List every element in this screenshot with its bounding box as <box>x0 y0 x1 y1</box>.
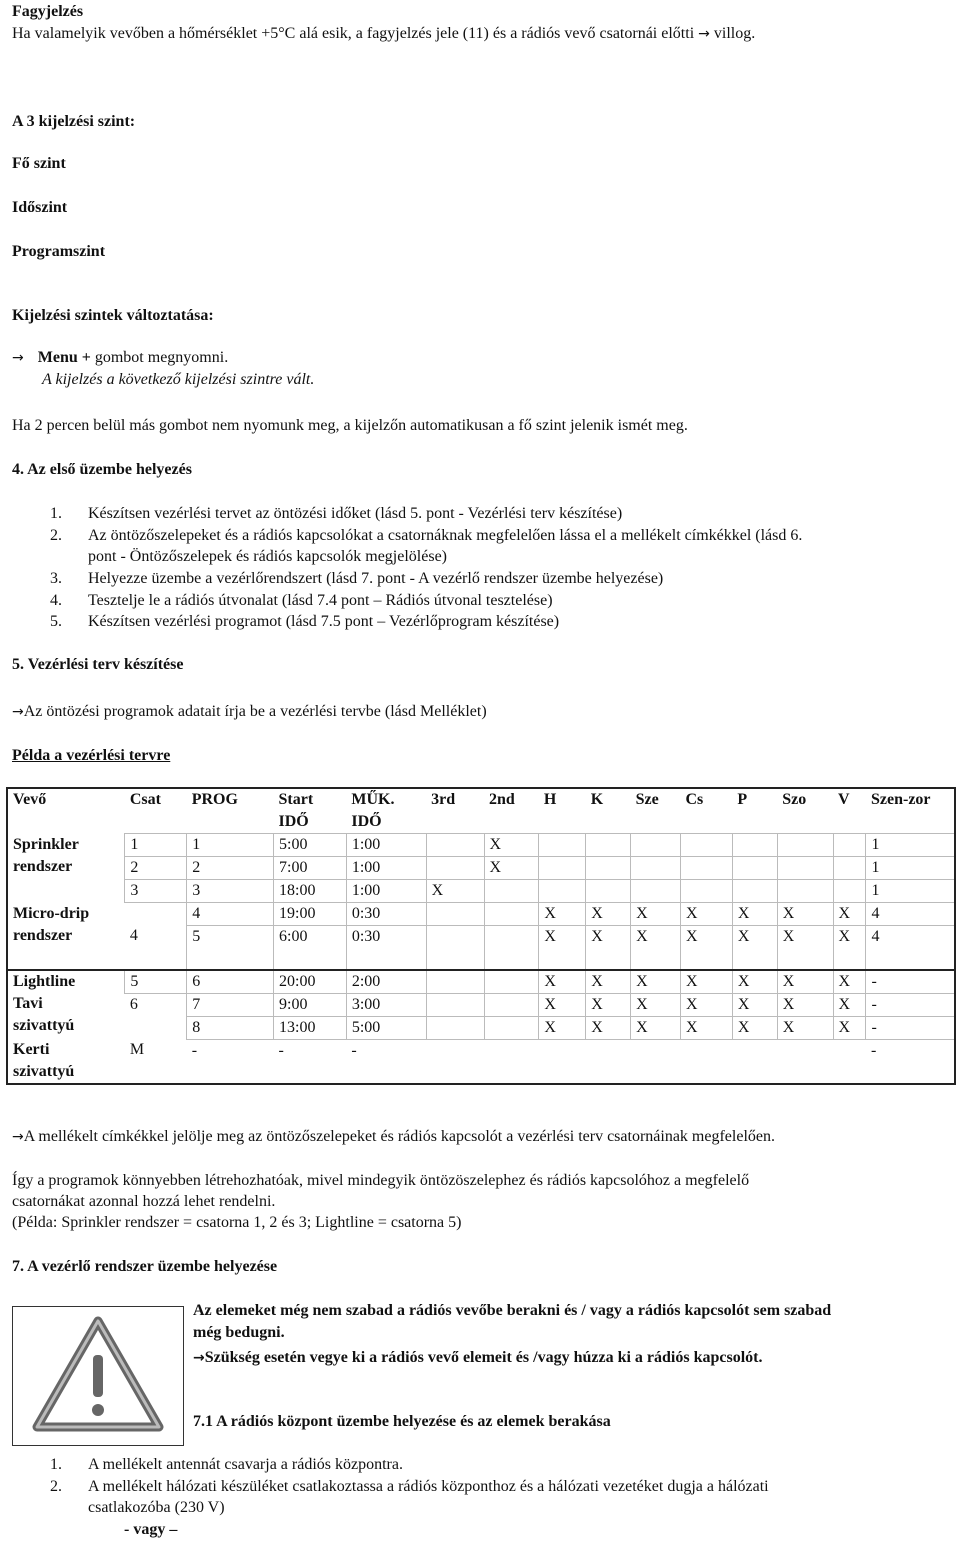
receiver-cell <box>7 1039 125 1084</box>
day-cell <box>833 857 866 880</box>
level-program: Programszint <box>12 243 106 260</box>
section4-heading: 4. Az első üzembe helyezés <box>12 461 192 478</box>
program-cell: 2 <box>187 857 274 880</box>
sensor-cell: - <box>866 970 955 994</box>
day-cell <box>539 834 586 857</box>
receiver-name: szivattyú <box>13 1017 75 1034</box>
section5-heading: 5. Vezérlési terv készítése <box>12 656 184 673</box>
header-start-line2: IDŐ <box>278 813 309 830</box>
step-number: 2. <box>50 1478 62 1495</box>
day-cell: X <box>586 993 631 1016</box>
day-cell: X <box>777 926 833 970</box>
header-cell: Sze <box>635 791 659 808</box>
warning-line: még bedugni. <box>193 1324 285 1341</box>
day-cell <box>586 834 631 857</box>
day-cell: X <box>631 970 681 994</box>
day-cell: X <box>732 993 777 1016</box>
install-step <box>50 1455 403 1475</box>
program-cell: 8 <box>187 1016 274 1039</box>
day-cell <box>631 834 681 857</box>
header-cell: Cs <box>685 791 704 808</box>
second-cell <box>484 993 539 1016</box>
item-number: 2. <box>50 527 62 544</box>
receiver-name: Tavi <box>13 995 43 1012</box>
day-cell: X <box>539 1016 586 1039</box>
start-cell: 5:00 <box>274 834 347 857</box>
sensor-cell: 1 <box>866 880 955 903</box>
sensor-cell: - <box>866 1016 955 1039</box>
receiver-cell <box>7 903 125 970</box>
table-header-row <box>7 788 955 834</box>
start-cell: 13:00 <box>274 1016 347 1039</box>
header-duration-line2: IDŐ <box>351 813 382 830</box>
day-cell <box>539 1039 586 1084</box>
section7-heading: 7. A vezérlő rendszer üzembe helyezése <box>12 1258 278 1275</box>
sensor-cell: - <box>870 1041 877 1059</box>
duration-cell: 0:30 <box>346 926 426 970</box>
program-cell: 1 <box>187 834 274 857</box>
second-cell: X <box>484 857 539 880</box>
second-cell <box>484 1016 539 1039</box>
day-cell: X <box>680 993 732 1016</box>
day-cell: X <box>631 993 681 1016</box>
header-cell: K <box>590 791 604 808</box>
day-cell: X <box>680 926 732 970</box>
receiver-cell <box>7 993 125 1039</box>
third-cell <box>426 834 484 857</box>
header-cell: Szo <box>782 791 807 808</box>
duration-cell: 1:00 <box>346 834 426 857</box>
program-cell: 7 <box>187 993 274 1016</box>
day-cell: X <box>539 993 586 1016</box>
duration-cell: 1:00 <box>346 857 426 880</box>
day-cell: X <box>732 903 777 926</box>
day-cell: X <box>586 1016 631 1039</box>
label-note-text: A mellékelt címkékkel jelölje meg az öntözőszelepeket és rádiós kapcsolót a vezérlési terv csatornáinak megfelelően. <box>23 1128 775 1145</box>
item-text: Készítsen vezérlési tervet az öntözési időket (lásd 5. pont - Vezérlési terv készítése) <box>88 505 623 522</box>
table-row <box>7 834 955 857</box>
levels-step-result: A kijelzés a következő kijelzési szintre vált. <box>42 371 315 388</box>
duration-cell: 1:00 <box>346 880 426 903</box>
day-cell: X <box>539 926 586 970</box>
step-text: A mellékelt antennát csavarja a rádiós központra. <box>88 1456 403 1473</box>
install-step-cont: csatlakozóba (230 V) <box>88 1499 225 1516</box>
sensor-cell: 1 <box>866 857 955 880</box>
third-cell <box>426 1039 484 1084</box>
day-cell <box>833 1039 866 1084</box>
channel-cell: 4 <box>125 903 187 970</box>
second-cell <box>484 903 539 926</box>
header-cell: V <box>838 791 850 808</box>
item-number: 1. <box>50 505 62 522</box>
day-cell: X <box>680 903 732 926</box>
day-cell <box>777 834 833 857</box>
day-cell: X <box>539 970 586 994</box>
receiver-name: rendszer <box>13 857 73 875</box>
duration-cell: - <box>351 1041 357 1059</box>
section4-item <box>50 591 553 611</box>
day-cell: X <box>631 926 681 970</box>
receiver-name: rendszer <box>13 926 73 944</box>
second-cell <box>484 880 539 903</box>
example-heading: Példa a vezérlési tervre <box>12 747 171 764</box>
header-cell: 3rd <box>431 791 456 808</box>
day-cell <box>631 1039 681 1084</box>
levels-heading: A 3 kijelzési szint: <box>12 113 136 130</box>
frost-text <box>12 24 755 44</box>
day-cell: X <box>586 926 631 970</box>
day-cell <box>777 880 833 903</box>
levels-step <box>12 348 228 368</box>
level-main: Fő szint <box>12 155 66 172</box>
receiver-cell <box>7 834 125 903</box>
levels-step-rest: gombot megnyomni. <box>90 349 229 366</box>
sensor-cell: 4 <box>866 926 955 970</box>
item-text: Helyezze üzembe a vezérlőrendszert (lásd 7. pont - A vezérlő rendszer üzembe helyezése) <box>88 570 664 587</box>
install-step <box>50 1477 769 1497</box>
header-cell <box>346 788 426 834</box>
item-number: 3. <box>50 570 62 587</box>
day-cell <box>539 857 586 880</box>
day-cell: X <box>732 926 777 970</box>
day-cell <box>732 834 777 857</box>
day-cell <box>539 880 586 903</box>
day-cell: X <box>586 970 631 994</box>
day-cell <box>680 834 732 857</box>
day-cell <box>586 857 631 880</box>
sensor-cell: 4 <box>866 903 955 926</box>
paragraph-line: Így a programok könnyebben létrehozhatóak, mivel mindegyik öntözöszelephez és rádiós kapcsolóhoz a megfelelő <box>12 1172 750 1189</box>
channel-cell: 3 <box>125 880 187 903</box>
day-cell <box>631 857 681 880</box>
day-cell: X <box>631 1016 681 1039</box>
header-cell: P <box>737 791 748 808</box>
start-cell: 9:00 <box>274 993 347 1016</box>
frost-text-after: villog. <box>713 25 756 42</box>
header-cell: PROG <box>191 791 238 808</box>
day-cell <box>833 880 866 903</box>
receiver-name: Kerti <box>13 1041 50 1058</box>
second-cell <box>484 1039 539 1084</box>
day-cell: X <box>732 1016 777 1039</box>
menu-plus-label: Menu + <box>37 349 91 366</box>
start-cell: 7:00 <box>274 857 347 880</box>
third-cell <box>426 903 484 926</box>
day-cell: X <box>631 903 681 926</box>
duration-cell: 0:30 <box>346 903 426 926</box>
table-row <box>7 1039 955 1084</box>
header-duration: MŰK. <box>351 791 395 808</box>
third-cell: X <box>426 880 484 903</box>
day-cell: X <box>539 903 586 926</box>
header-cell: Csat <box>129 791 161 808</box>
subsection-heading: 7.1 A rádiós központ üzembe helyezése és az elemek berakása <box>193 1413 611 1430</box>
day-cell: X <box>777 1016 833 1039</box>
second-cell <box>484 926 539 970</box>
sensor-cell: 1 <box>866 834 955 857</box>
day-cell <box>680 880 732 903</box>
program-cell: 5 <box>187 926 274 970</box>
day-cell: X <box>833 993 866 1016</box>
header-cell: H <box>543 791 557 808</box>
header-start: Start <box>278 791 314 808</box>
section4-item <box>50 612 559 632</box>
day-cell: X <box>777 970 833 994</box>
program-cell: 6 <box>187 970 274 994</box>
program-cell: - <box>191 1041 198 1059</box>
day-cell: X <box>833 1016 866 1039</box>
receiver-cell: Lightline <box>13 972 76 990</box>
paragraph-line: csatornákat azonnal hozzá lehet rendelni. <box>12 1193 276 1210</box>
warning-action <box>193 1348 762 1368</box>
channel-cell: M <box>129 1041 145 1058</box>
second-cell <box>484 970 539 994</box>
day-cell: X <box>586 903 631 926</box>
start-cell: 6:00 <box>274 926 347 970</box>
day-cell <box>732 880 777 903</box>
day-cell <box>631 880 681 903</box>
third-cell <box>426 993 484 1016</box>
day-cell: X <box>680 1016 732 1039</box>
item-text: Tesztelje le a rádiós útvonalat (lásd 7.4 pont – Rádiós útvonal tesztelése) <box>88 592 553 609</box>
day-cell: X <box>777 903 833 926</box>
channel-cell: 1 <box>125 834 187 857</box>
arrow-right-icon: → <box>698 26 710 42</box>
step-text: A mellékelt hálózati készüléket csatlakoztassa a rádiós központhoz és a hálózati vezetéket dugja a hálózati <box>88 1478 769 1495</box>
day-cell: X <box>833 926 866 970</box>
third-cell <box>426 1016 484 1039</box>
frost-text-before: Ha valamelyik vevőben a hőmérséklet +5°C alá esik, a fagyjelzés jele (11) és a rádiós vevő csatornái előtti <box>12 25 699 42</box>
channel-cell: 5 <box>125 970 187 994</box>
section5-instruction <box>12 702 487 722</box>
arrow-right-icon: → <box>12 1129 24 1145</box>
frost-heading: Fagyjelzés <box>12 3 84 20</box>
table-row <box>7 993 955 1016</box>
channel-cell: 6 <box>129 995 138 1013</box>
third-cell <box>426 970 484 994</box>
receiver-name: Sprinkler <box>13 835 79 853</box>
day-cell <box>777 1039 833 1084</box>
warning-triangle-icon <box>13 1307 183 1445</box>
table-row <box>7 970 955 994</box>
step-number: 1. <box>50 1456 62 1473</box>
control-plan-table <box>6 787 956 1085</box>
label-note <box>12 1127 775 1147</box>
day-cell: X <box>732 970 777 994</box>
section5-instruction-text: Az öntözési programok adatait írja be a vezérlési tervbe (lásd Melléklet) <box>23 703 487 720</box>
table-row <box>7 857 955 880</box>
levels-timeout-note: Ha 2 percen belül más gombot nem nyomunk meg, a kijelzőn automatikusan a fő szint jelenik ismét meg. <box>12 417 688 434</box>
day-cell <box>586 880 631 903</box>
table-row <box>7 903 955 926</box>
item-text: Készítsen vezérlési programot (lásd 7.5 pont – Vezérlőprogram készítése) <box>88 613 560 630</box>
duration-cell: 5:00 <box>346 1016 426 1039</box>
start-cell: 18:00 <box>274 880 347 903</box>
day-cell <box>732 1039 777 1084</box>
channel-example: (Példa: Sprinkler rendszer = csatorna 1, 2 és 3; Lightline = csatorna 5) <box>12 1214 462 1231</box>
program-cell: 4 <box>187 903 274 926</box>
section4-item-cont: pont - Öntözőszelepek és rádiós kapcsolók megjelölése) <box>88 548 447 565</box>
day-cell: X <box>680 970 732 994</box>
header-cell: 2nd <box>489 791 515 808</box>
duration-cell: 2:00 <box>346 970 426 994</box>
start-cell: 20:00 <box>274 970 347 994</box>
warning-icon-box <box>12 1306 184 1446</box>
or-label: - vagy – <box>124 1521 178 1538</box>
section4-item <box>50 526 802 546</box>
table-row <box>7 880 955 903</box>
day-cell <box>732 857 777 880</box>
item-number: 4. <box>50 592 62 609</box>
warning-action-text: Szükség esetén vegye ki a rádiós vevő elemeit és /vagy húzza ki a rádiós kapcsolót. <box>204 1349 763 1366</box>
start-cell: 19:00 <box>274 903 347 926</box>
third-cell <box>426 926 484 970</box>
day-cell <box>680 1039 732 1084</box>
warning-line: Az elemeket még nem szabad a rádiós vevőbe berakni és / vagy a rádiós kapcsolót sem szabad <box>193 1302 832 1319</box>
arrow-right-icon: → <box>12 704 24 720</box>
header-cell: Szen-zor <box>870 791 931 808</box>
start-cell: - <box>278 1041 284 1059</box>
arrow-right-icon: → <box>12 350 24 366</box>
receiver-name: szivattyú <box>13 1063 75 1080</box>
levels-change-heading: Kijelzési szintek változtatása: <box>12 307 214 324</box>
day-cell <box>833 834 866 857</box>
day-cell: X <box>833 903 866 926</box>
arrow-right-icon: → <box>193 1350 205 1366</box>
level-time: Időszint <box>12 199 68 216</box>
sensor-cell: - <box>866 993 955 1016</box>
day-cell <box>680 857 732 880</box>
program-cell: 3 <box>187 880 274 903</box>
day-cell <box>777 857 833 880</box>
header-cell <box>274 788 347 834</box>
day-cell: X <box>833 970 866 994</box>
third-cell <box>426 857 484 880</box>
header-cell: Vevő <box>13 791 47 808</box>
section4-item <box>50 504 622 524</box>
item-number: 5. <box>50 613 62 630</box>
day-cell: X <box>777 993 833 1016</box>
second-cell: X <box>484 834 539 857</box>
duration-cell: 3:00 <box>346 993 426 1016</box>
section4-item <box>50 569 663 589</box>
receiver-name: Micro-drip <box>13 904 90 922</box>
channel-cell: 2 <box>125 857 187 880</box>
day-cell <box>586 1039 631 1084</box>
item-text: Az öntözőszelepeket és a rádiós kapcsolókat a csatornáknak megfelelően lássa el a mellékelt címkékkel (lásd 6. <box>88 527 803 544</box>
